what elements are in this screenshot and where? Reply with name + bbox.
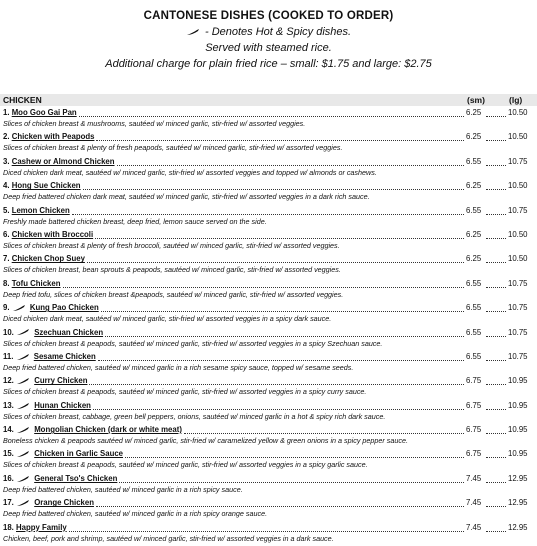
- price-small: 6.55: [466, 303, 482, 313]
- dot-leader: [79, 116, 464, 117]
- column-small-label: (sm): [467, 95, 485, 105]
- price-large: 10.50: [508, 229, 528, 239]
- price-large: 10.50: [508, 108, 528, 117]
- item-title-line: [3, 278, 61, 289]
- item-name: Hunan Chicken: [34, 400, 91, 410]
- item-number: 1.: [3, 108, 10, 117]
- price-small: 6.55: [466, 278, 482, 288]
- item-title-line: [3, 180, 81, 191]
- menu-header: [0, 8, 537, 72]
- dot-leader: [486, 287, 506, 288]
- price-large: 10.95: [508, 376, 528, 386]
- chili-pepper-icon: [16, 328, 30, 336]
- dot-leader: [486, 262, 506, 263]
- price-large: 10.95: [508, 449, 528, 459]
- dot-leader: [101, 311, 464, 312]
- price-large: 12.95: [508, 522, 528, 532]
- price-small: 6.25: [466, 108, 482, 117]
- dot-leader: [93, 409, 464, 410]
- dot-leader: [98, 360, 464, 361]
- item-description: Deep fried battered chicken, sautéed w/ minced garlic in a rich sesame spicy sauce, topped w/ sesame seeds.: [3, 362, 354, 372]
- menu-item: [0, 521, 537, 545]
- price-large: 10.75: [508, 156, 528, 166]
- chili-pepper-icon: [16, 450, 30, 458]
- dot-leader: [486, 238, 506, 239]
- item-number: 18.: [3, 522, 14, 532]
- price-small: 7.45: [466, 498, 482, 508]
- price-small: 6.75: [466, 400, 482, 410]
- price-large: 12.95: [508, 473, 528, 483]
- dot-leader: [486, 384, 506, 385]
- price-small: 7.45: [466, 522, 482, 532]
- price-large: 10.75: [508, 303, 528, 313]
- price-large: 12.95: [508, 498, 528, 508]
- dot-leader: [125, 457, 464, 458]
- item-title-line: [3, 448, 123, 459]
- item-number: 8.: [3, 278, 10, 288]
- price-small: 6.55: [466, 351, 482, 361]
- item-title-line: [3, 327, 103, 338]
- dot-leader: [486, 482, 506, 483]
- dot-leader: [96, 140, 464, 141]
- item-name: Chicken with Broccoli: [11, 229, 94, 239]
- dot-leader: [486, 360, 506, 361]
- dot-leader: [95, 238, 464, 239]
- item-title-line: [3, 351, 96, 362]
- fried-rice-note: Additional charge for plain fried rice – small: $1.75 and large: $2.75: [105, 58, 432, 70]
- item-description: Boneless chicken & peapods sautéed w/ minced garlic, stir-fried w/ caramelized yellow & green onions in a spicy pepper sauce.: [3, 436, 408, 446]
- item-description: Chicken, beef, pork and shrimp, sautéed w/ minced garlic, stir-fried w/ assorted veggies in a dark sauce.: [3, 533, 334, 543]
- item-description: Diced chicken dark meat, sautéed w/ minced garlic, stir-fried w/ assorted veggies in a spicy dark sauce.: [3, 314, 332, 324]
- item-description: Deep fried battered chicken, sautéed w/ minced garlic in a rich spicy orange sauce.: [3, 509, 268, 519]
- chili-pepper-icon: [16, 402, 30, 410]
- menu-item: [0, 252, 537, 276]
- item-title-line: [3, 473, 117, 484]
- item-number: 12.: [3, 376, 14, 386]
- item-title-line: [3, 400, 91, 411]
- item-title-line: [3, 522, 67, 533]
- chili-pepper-icon: [16, 475, 30, 483]
- price-large: 10.75: [508, 351, 528, 361]
- item-description: Freshly made battered chicken breast, deep fried, lemon sauce served on the side.: [3, 216, 267, 226]
- menu-item-list: [0, 106, 537, 545]
- column-large-label: (lg): [509, 95, 523, 105]
- price-large: 10.50: [508, 132, 528, 142]
- menu-item: [0, 350, 537, 374]
- menu-item: [0, 228, 537, 252]
- item-name: Kung Pao Chicken: [29, 303, 99, 313]
- dot-leader: [486, 165, 506, 166]
- item-description: Deep fried battered chicken dark meat, sautéed w/ minced garlic, stir-fried w/ assorted veggies in a dark rich sauce.: [3, 192, 370, 202]
- rice-note: Served with steamed rice.: [205, 42, 332, 54]
- dot-leader: [105, 336, 464, 337]
- dot-leader: [117, 165, 464, 166]
- section-header-chicken: [0, 94, 537, 106]
- item-name: Tofu Chicken: [11, 278, 61, 288]
- item-description: Slices of chicken breast & peapods, sautéed w/ minced garlic, stir-fried w/ assorted veggies in a spicy curry sauce.: [3, 387, 367, 397]
- item-title-line: [3, 205, 70, 216]
- item-title-line: [3, 107, 77, 118]
- item-number: 15.: [3, 449, 14, 459]
- dot-leader: [72, 214, 464, 215]
- item-name: Cashew or Almond Chicken: [11, 156, 115, 166]
- price-small: 6.55: [466, 156, 482, 166]
- menu-item: [0, 277, 537, 301]
- price-small: 6.75: [466, 425, 482, 435]
- dot-leader: [83, 189, 464, 190]
- menu-item: [0, 155, 537, 179]
- item-name: Moo Goo Gai Pan: [11, 108, 77, 117]
- dot-leader: [184, 433, 464, 434]
- item-description: Deep fried battered chicken, sautéed w/ minced garlic in a rich spicy sauce.: [3, 484, 243, 494]
- item-number: 11.: [3, 351, 14, 361]
- spicy-note: - Denotes Hot & Spicy dishes.: [204, 26, 352, 38]
- dot-leader: [119, 482, 464, 483]
- item-description: Deep fried tofu, slices of chicken breast &peapods, sautéed w/ minced garlic, stir-fried w/ assorted veggies.: [3, 289, 344, 299]
- item-title-line: [3, 302, 99, 313]
- item-description: Slices of chicken breast & peapods, sautéed w/ minced garlic, stir-fried w/ assorted veggies in a spicy Szechuan sauce.: [3, 338, 383, 348]
- menu-item: [0, 204, 537, 228]
- menu-item: [0, 423, 537, 447]
- price-small: 6.25: [466, 132, 482, 142]
- item-description: Slices of chicken breast & mushrooms, sautéed w/ minced garlic, stir-fried w/ assorted veggies.: [3, 119, 306, 128]
- item-number: 7.: [3, 254, 10, 264]
- item-name: Hong Sue Chicken: [11, 181, 81, 191]
- item-name: Orange Chicken: [34, 498, 94, 508]
- item-name: Szechuan Chicken: [34, 327, 104, 337]
- item-title-line: [3, 156, 115, 167]
- menu-item: [0, 472, 537, 496]
- chili-pepper-icon: [16, 377, 30, 385]
- item-name: General Tso's Chicken: [34, 473, 118, 483]
- item-description: Diced chicken dark meat, sautéed w/ minced garlic, stir-fried w/ assorted veggies and topped w/ almonds or cashews.: [3, 167, 377, 177]
- item-name: Lemon Chicken: [11, 205, 70, 215]
- price-large: 10.50: [508, 254, 528, 264]
- item-number: 2.: [3, 132, 10, 142]
- menu-item: [0, 496, 537, 520]
- dot-leader: [486, 311, 506, 312]
- price-small: 6.25: [466, 229, 482, 239]
- item-description: Slices of chicken breast & plenty of fresh peapods, sautéed w/ minced garlic, stir-fried w/ assorted veggies.: [3, 143, 343, 153]
- item-number: 3.: [3, 156, 10, 166]
- item-name: Chicken in Garlic Sauce: [34, 449, 124, 459]
- menu-item: [0, 447, 537, 471]
- section-label: CHICKEN: [3, 95, 42, 105]
- item-title-line: [3, 131, 94, 142]
- dot-leader: [89, 384, 464, 385]
- chili-pepper-icon: [16, 426, 30, 434]
- spicy-legend: [0, 24, 537, 40]
- item-name: Mongolian Chicken (dark or white meat): [34, 425, 182, 435]
- menu-item: [0, 399, 537, 423]
- price-small: 6.75: [466, 449, 482, 459]
- price-small: 6.55: [466, 327, 482, 337]
- menu-item: [0, 326, 537, 350]
- item-number: 13.: [3, 400, 14, 410]
- item-number: 5.: [3, 205, 10, 215]
- menu-item: [0, 106, 537, 130]
- menu-item: [0, 374, 537, 398]
- dot-leader: [87, 262, 464, 263]
- price-small: 6.55: [466, 205, 482, 215]
- dot-leader: [63, 287, 464, 288]
- dot-leader: [486, 531, 506, 532]
- chili-pepper-icon: [12, 304, 26, 312]
- price-small: 6.75: [466, 376, 482, 386]
- item-title-line: [3, 497, 94, 508]
- dot-leader: [486, 140, 506, 141]
- dot-leader: [486, 116, 506, 117]
- price-large: 10.95: [508, 400, 528, 410]
- item-title-line: [3, 375, 87, 386]
- dot-leader: [486, 189, 506, 190]
- item-title-line: [3, 424, 182, 435]
- item-description: Slices of chicken breast, bean sprouts & peapods, sautéed w/ minced garlic, stir-fried w/ assorted veggies.: [3, 265, 341, 275]
- item-name: Happy Family: [16, 522, 67, 532]
- price-large: 10.75: [508, 278, 528, 288]
- price-large: 10.50: [508, 181, 528, 191]
- dot-leader: [486, 336, 506, 337]
- item-number: 14.: [3, 425, 14, 435]
- chili-pepper-icon: [16, 353, 30, 361]
- dot-leader: [486, 433, 506, 434]
- price-small: 6.25: [466, 181, 482, 191]
- dot-leader: [486, 457, 506, 458]
- item-description: Slices of chicken breast & plenty of fresh broccoli, sautéed w/ minced garlic, stir-fried w/ assorted veggies.: [3, 240, 340, 250]
- item-name: Curry Chicken: [34, 376, 88, 386]
- item-name: Chicken Chop Suey: [11, 254, 85, 264]
- price-small: 6.25: [466, 254, 482, 264]
- item-description: Slices of chicken breast & peapods, sautéed w/ minced garlic, stir-fried w/ assorted veggies in a spicy garlic sauce.: [3, 460, 368, 470]
- item-title-line: [3, 253, 85, 264]
- chili-pepper-icon: [16, 499, 30, 507]
- price-small: 7.45: [466, 473, 482, 483]
- page-title: CANTONESE DISHES (COOKED TO ORDER): [143, 10, 394, 22]
- item-number: 4.: [3, 181, 10, 191]
- item-number: 10.: [3, 327, 14, 337]
- item-number: 6.: [3, 229, 10, 239]
- item-number: 17.: [3, 498, 14, 508]
- dot-leader: [486, 409, 506, 410]
- price-large: 10.95: [508, 425, 528, 435]
- item-number: 9.: [3, 303, 10, 313]
- dot-leader: [486, 214, 506, 215]
- menu-item: [0, 130, 537, 154]
- item-number: 16.: [3, 473, 14, 483]
- item-name: Chicken with Peapods: [11, 132, 95, 142]
- item-name: Sesame Chicken: [33, 351, 96, 361]
- item-title-line: [3, 229, 93, 240]
- dot-leader: [486, 506, 506, 507]
- dot-leader: [69, 531, 464, 532]
- item-description: Slices of chicken breast, cabbage, green bell peppers, onions, sautéed w/ minced garlic in a hot & spicy rich dark sauce.: [3, 411, 386, 421]
- chili-pepper-icon: [186, 28, 200, 36]
- menu-item: [0, 301, 537, 325]
- dot-leader: [96, 506, 464, 507]
- menu-item: [0, 179, 537, 203]
- price-large: 10.75: [508, 205, 528, 215]
- price-large: 10.75: [508, 327, 528, 337]
